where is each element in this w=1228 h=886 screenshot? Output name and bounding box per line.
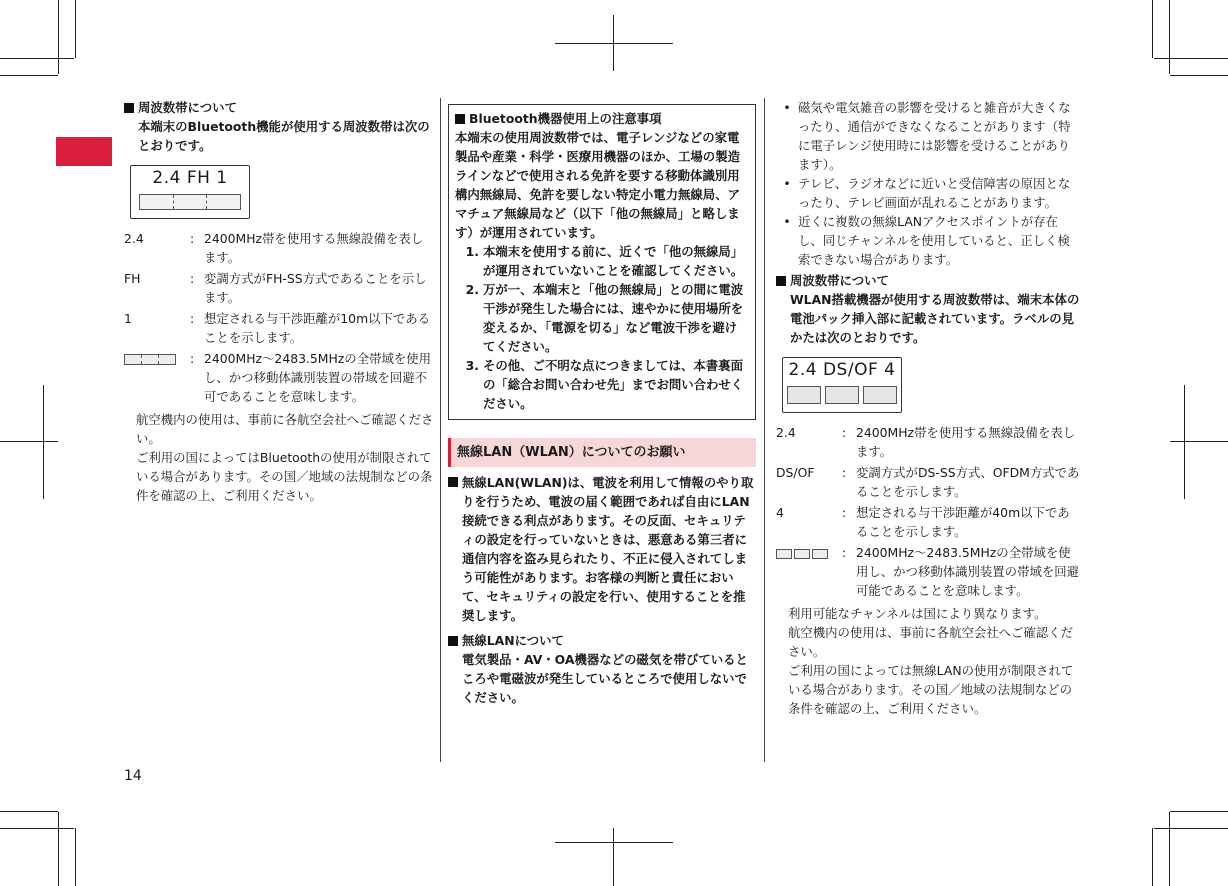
wlan-frequency-heading: 周波数帯について: [776, 271, 1082, 290]
list-item: 1. 本端末を使用する前に、近くで「他の無線局」が運用されていないことを確認してください。: [465, 244, 744, 278]
caution-body: 本端末の使用周波数帯では、電子レンジなどの家電製品や産業・科学・医療用機器のほか、工場の製造ラインなどで使用される免許を要する移動体識別用構内無線局、免許を要しない特定小電力無線局、アマチュア無線局など（以下「他の無線局」と略します）が運用されています。: [455, 130, 740, 240]
crop-mark: [0, 441, 58, 442]
definition-row: 2.4 : 2400MHz帯を使用する無線設備を表します。: [124, 231, 424, 265]
wlan-heading: 無線LANについて: [448, 631, 756, 650]
note-text: ご利用の国によってはBluetoothの使用が制限されている場合があります。その国／地域の法規制などの条件を確認の上、ご利用ください。: [136, 450, 433, 503]
crop-mark: [1154, 828, 1228, 829]
wlan-body: 電気製品・AV・OA機器などの磁気を帯びているところや電磁波が発生しているところで使用しないでください。: [462, 652, 748, 705]
note-text: 航空機内の使用は、事前に各航空会社へご確認ください。: [136, 412, 434, 446]
crop-mark: [555, 842, 673, 843]
crop-mark: [0, 811, 58, 812]
right-column: [776, 98, 1082, 718]
wlan-frequency-label: [782, 357, 902, 413]
wlan-label-definitions: [776, 423, 1082, 600]
frequency-description: 本端末のBluetooth機能が使用する周波数帯は次のとおりです。: [138, 119, 430, 153]
note-text: ご利用の国によっては無線LANの使用が制限されている場合があります。その国／地域の法規制などの条件を確認の上、ご利用ください。: [788, 663, 1074, 716]
definition-row: : 2400MHz～2483.5MHzの全帯域を使用し、かつ移動体識別装置の帯域を回避不可であることを意味します。: [124, 349, 434, 406]
bt-label-text: 2.4 FH 1: [152, 168, 228, 188]
crop-mark: [1152, 828, 1153, 886]
crop-mark: [1169, 0, 1170, 74]
crop-mark: [555, 43, 673, 44]
crop-mark: [613, 828, 614, 886]
note-text: 利用可能なチャンネルは国により異なります。: [788, 606, 1047, 621]
crop-mark: [0, 828, 74, 829]
bluetooth-caution-box: [448, 104, 756, 420]
bullet-item: • 近くに複数の無線LANアクセスポイントが存在し、同じチャンネルを使用していると、正しく検索できない場合があります。: [783, 214, 1070, 267]
crop-mark: [1154, 58, 1228, 59]
bullet-item: • テレビ、ラジオなどに近いと受信障害の原因となったり、テレビ画面が乱れることがあります。: [783, 176, 1071, 210]
crop-mark: [1170, 75, 1228, 76]
left-column: [124, 98, 434, 505]
square-bullet-icon: [776, 276, 786, 286]
band-bar-icon: [124, 354, 176, 365]
bullet-item: • 磁気や電気雑音の影響を受けると雑音が大きくなったり、通信ができなくなることがあります（特に電子レンジ使用時には影響を受けることがあります）。: [783, 100, 1071, 172]
crop-mark: [1152, 0, 1153, 58]
crop-mark: [58, 812, 59, 886]
bt-label-definitions: [124, 229, 434, 406]
crop-mark: [75, 828, 76, 886]
crop-mark: [58, 0, 59, 74]
wlan-item: 無線LAN(WLAN)は、電波を利用して情報のやり取りを行うため、電波の届く範囲であれば自由にLAN接続できる利点があります。その反面、セキュリティの設定を行っていないときは、悪意ある第三者に通信内容を盗み見られたり、不正に侵入されてしまう可能性があります。お客様の判断と責任において、セキュリティの設定を行い、使用することを推奨します。: [448, 473, 756, 625]
bt-band-bar: [139, 194, 241, 210]
section-tab: [56, 137, 112, 166]
note-text: 航空機内の使用は、事前に各航空会社へご確認ください。: [788, 625, 1073, 659]
definition-row: 1 : 想定される与干渉距離が10m以下であることを示します。: [124, 311, 431, 345]
crop-mark: [613, 15, 614, 71]
definition-row: DS/OF : 変調方式がDS-SS方式、OFDM方式であることを示します。: [776, 465, 1080, 499]
caution-heading: Bluetooth機器使用上の注意事項: [455, 109, 749, 128]
list-item: 2. 万が一、本端末と「他の無線局」との間に電波干渉が発生した場合には、速やかに使用場所を変えるか、「電源を切る」など電波干渉を避けてください。: [465, 282, 744, 354]
crop-mark: [1170, 811, 1228, 812]
definition-row: : 2400MHz～2483.5MHzの全帯域を使用し、かつ移動体識別装置の帯域を回避可能であることを意味します。: [776, 543, 1082, 600]
crop-mark: [0, 75, 58, 76]
list-item: 3. その他、ご不明な点につきましては、本書裏面の「総合お問い合わせ先」までお問い合わせください。: [465, 358, 744, 411]
section-title: 無線LAN（WLAN）についてのお願い: [448, 438, 756, 467]
column-divider: [764, 98, 765, 762]
column-divider: [440, 98, 441, 762]
bt-frequency-label: [130, 165, 250, 219]
wlan-label-text: 2.4 DS/OF 4: [788, 360, 896, 380]
middle-column: [448, 104, 756, 707]
crop-mark: [1169, 812, 1170, 886]
crop-mark: [1184, 385, 1185, 499]
page-number: 14: [124, 768, 142, 784]
crop-mark: [75, 0, 76, 58]
square-bullet-icon: [455, 114, 465, 124]
definition-row: 2.4 : 2400MHz帯を使用する無線設備を表します。: [776, 425, 1076, 459]
crop-mark: [0, 58, 74, 59]
crop-mark: [43, 385, 44, 499]
wlan-frequency-description: WLAN搭載機器が使用する周波数帯は、端末本体の電池パック挿入部に記載されています。ラベルの見かたは次のとおりです。: [790, 292, 1080, 345]
band-bar-icon: [776, 549, 828, 559]
square-bullet-icon: [124, 103, 134, 113]
crop-mark: [1170, 441, 1228, 442]
square-bullet-icon: [448, 636, 458, 646]
wlan-band-bar: [787, 386, 897, 404]
definition-row: FH : 変調方式がFH-SS方式であることを示します。: [124, 271, 427, 305]
definition-row: 4 : 想定される与干渉距離が40m以下であることを示します。: [776, 505, 1070, 539]
square-bullet-icon: [448, 477, 458, 487]
frequency-heading: 周波数帯について: [124, 98, 434, 117]
